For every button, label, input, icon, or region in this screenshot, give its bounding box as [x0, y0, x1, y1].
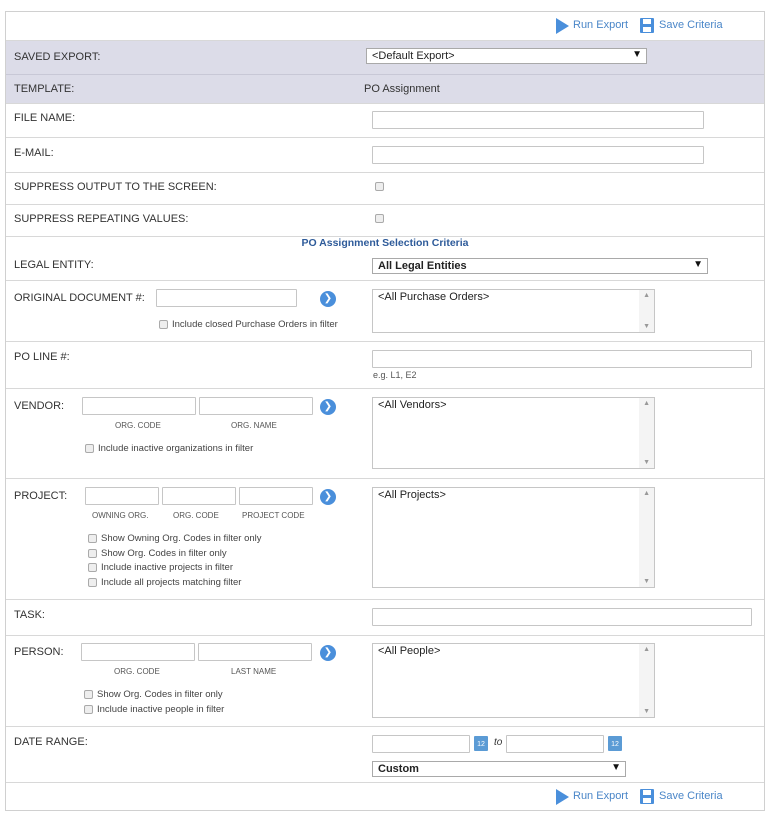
- scroll-up-icon[interactable]: ▲: [643, 646, 650, 653]
- task-label: TASK:: [14, 609, 45, 621]
- date-from-field[interactable]: [372, 735, 470, 753]
- email-field[interactable]: [372, 146, 704, 164]
- list-item[interactable]: <All Purchase Orders>: [378, 291, 490, 303]
- scroll-up-icon[interactable]: ▲: [643, 292, 650, 299]
- go-arrow-icon[interactable]: ❯: [320, 399, 336, 415]
- go-arrow-icon[interactable]: ❯: [320, 645, 336, 661]
- scroll-down-icon[interactable]: ▼: [643, 578, 650, 585]
- vendor-org-name-caption: ORG. NAME: [231, 421, 277, 430]
- person-org-code-field[interactable]: [81, 643, 195, 661]
- original-document-field[interactable]: [156, 289, 297, 307]
- save-criteria-icon[interactable]: [640, 789, 654, 804]
- include-inactive-orgs-label: Include inactive organizations in filter: [98, 443, 254, 454]
- suppress-output-checkbox[interactable]: [375, 182, 384, 191]
- project-org-code-field[interactable]: [162, 487, 236, 505]
- scroll-up-icon[interactable]: ▲: [643, 400, 650, 407]
- show-owning-org-codes-checkbox[interactable]: [88, 534, 97, 543]
- vendor-label: VENDOR:: [14, 400, 65, 412]
- include-inactive-projects-label: Include inactive projects in filter: [101, 562, 234, 573]
- saved-export-label: SAVED EXPORT:: [14, 51, 101, 63]
- template-label: TEMPLATE:: [14, 83, 75, 95]
- scrollbar[interactable]: [639, 644, 654, 717]
- include-closed-po-checkbox[interactable]: [159, 320, 168, 329]
- include-inactive-projects-checkbox[interactable]: [88, 563, 97, 572]
- vendor-org-code-field[interactable]: [82, 397, 196, 415]
- project-org-code-caption: ORG. CODE: [173, 511, 219, 520]
- project-owning-org-field[interactable]: [85, 487, 159, 505]
- vendor-org-name-field[interactable]: [199, 397, 313, 415]
- go-arrow-icon[interactable]: ❯: [320, 489, 336, 505]
- po-line-hint: e.g. L1, E2: [373, 370, 417, 380]
- person-last-name-caption: LAST NAME: [231, 667, 277, 676]
- task-field[interactable]: [372, 608, 752, 626]
- date-preset-select[interactable]: Custom ▼: [372, 761, 626, 777]
- chevron-down-icon: ▼: [611, 762, 621, 773]
- scrollbar[interactable]: [639, 488, 654, 587]
- show-org-codes-checkbox[interactable]: [88, 549, 97, 558]
- purchase-orders-list[interactable]: [372, 289, 655, 333]
- suppress-repeating-checkbox[interactable]: [375, 214, 384, 223]
- include-all-projects-checkbox[interactable]: [88, 578, 97, 587]
- include-closed-po-label: Include closed Purchase Orders in filter: [172, 319, 338, 330]
- save-criteria-button[interactable]: Save Criteria: [659, 19, 723, 31]
- scroll-up-icon[interactable]: ▲: [643, 490, 650, 497]
- export-criteria-panel: [5, 11, 765, 811]
- date-range-to-label: to: [494, 737, 503, 748]
- original-document-label: ORIGINAL DOCUMENT #:: [14, 292, 145, 304]
- email-label: E-MAIL:: [14, 147, 54, 159]
- file-name-field[interactable]: [372, 111, 704, 129]
- people-list[interactable]: [372, 643, 655, 718]
- person-last-name-field[interactable]: [198, 643, 312, 661]
- include-inactive-orgs-checkbox[interactable]: [85, 444, 94, 453]
- suppress-output-label: SUPPRESS OUTPUT TO THE SCREEN:: [14, 181, 217, 193]
- list-item[interactable]: <All People>: [378, 645, 441, 657]
- scroll-down-icon[interactable]: ▼: [643, 708, 650, 715]
- suppress-repeating-label: SUPPRESS REPEATING VALUES:: [14, 213, 189, 225]
- run-export-icon[interactable]: [556, 789, 569, 805]
- scrollbar[interactable]: [639, 398, 654, 468]
- po-line-label: PO LINE #:: [14, 351, 70, 363]
- date-range-label: DATE RANGE:: [14, 736, 88, 748]
- run-export-button[interactable]: Run Export: [573, 19, 629, 31]
- template-value: PO Assignment: [364, 83, 440, 95]
- include-inactive-people-label: Include inactive people in filter: [97, 704, 225, 715]
- calendar-icon[interactable]: 12: [608, 736, 622, 751]
- list-item[interactable]: <All Projects>: [378, 489, 446, 501]
- project-code-field[interactable]: [239, 487, 313, 505]
- include-all-projects-label: Include all projects matching filter: [101, 577, 242, 588]
- vendors-list[interactable]: [372, 397, 655, 469]
- list-item[interactable]: <All Vendors>: [378, 399, 447, 411]
- chevron-down-icon: ▼: [632, 49, 642, 60]
- vendor-org-code-caption: ORG. CODE: [115, 421, 161, 430]
- person-label: PERSON:: [14, 646, 64, 658]
- scroll-down-icon[interactable]: ▼: [643, 323, 650, 330]
- run-export-button[interactable]: Run Export: [573, 790, 629, 802]
- project-owning-org-caption: OWNING ORG.: [92, 511, 149, 520]
- person-org-code-caption: ORG. CODE: [114, 667, 160, 676]
- section-title: PO Assignment Selection Criteria: [301, 237, 469, 249]
- projects-list[interactable]: [372, 487, 655, 588]
- run-export-icon[interactable]: [556, 18, 569, 34]
- show-org-codes-label: Show Org. Codes in filter only: [101, 548, 227, 559]
- include-inactive-people-checkbox[interactable]: [84, 705, 93, 714]
- person-show-org-codes-label: Show Org. Codes in filter only: [97, 689, 223, 700]
- legal-entity-select[interactable]: All Legal Entities ▼: [372, 258, 708, 274]
- chevron-down-icon: ▼: [693, 259, 703, 270]
- person-show-org-codes-checkbox[interactable]: [84, 690, 93, 699]
- file-name-label: FILE NAME:: [14, 112, 76, 124]
- date-to-field[interactable]: [506, 735, 604, 753]
- scroll-down-icon[interactable]: ▼: [643, 459, 650, 466]
- save-criteria-icon[interactable]: [640, 18, 654, 33]
- calendar-icon[interactable]: 12: [474, 736, 488, 751]
- project-label: PROJECT:: [14, 490, 68, 502]
- saved-export-select[interactable]: <Default Export> ▼: [366, 48, 647, 64]
- po-line-field[interactable]: [372, 350, 752, 368]
- project-code-caption: PROJECT CODE: [242, 511, 305, 520]
- go-arrow-icon[interactable]: ❯: [320, 291, 336, 307]
- legal-entity-label: LEGAL ENTITY:: [14, 259, 94, 271]
- show-owning-org-codes-label: Show Owning Org. Codes in filter only: [101, 533, 262, 544]
- save-criteria-button[interactable]: Save Criteria: [659, 790, 723, 802]
